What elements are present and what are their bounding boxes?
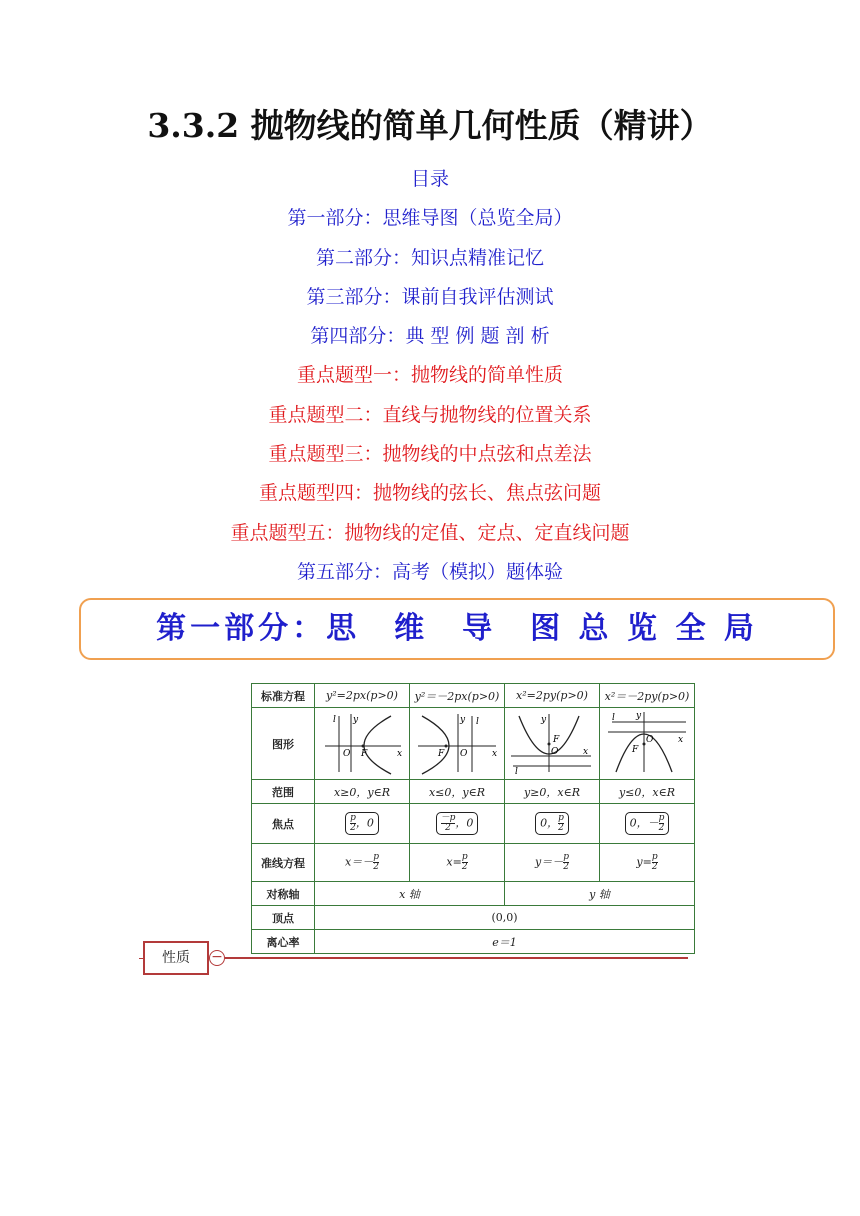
graph-label-l: l: [333, 715, 336, 725]
parabola-down-graph: [602, 708, 692, 776]
collapse-toggle-icon[interactable]: −: [209, 950, 225, 966]
toc-type3[interactable]: 重点题型三：抛物线的中点弦和点差法: [268, 443, 592, 466]
row-label-focus: 焦点: [252, 804, 315, 844]
toc-type5[interactable]: 重点题型五：抛物线的定值、定点、定直线问题: [230, 521, 630, 544]
focus-cell: $\frac{p}{2}$ ，0: [315, 804, 410, 844]
graph-label-f: F: [632, 745, 639, 755]
range-cell: x≤0，y∈R: [410, 780, 505, 804]
page-title: 3.3.2 抛物线的简单几何性质（精讲）: [147, 106, 713, 145]
eccentricity-cell: e＝1: [315, 930, 695, 954]
graph-label-f: F: [438, 749, 445, 759]
graph-cell: [410, 708, 505, 780]
vertex-cell: (0,0): [315, 906, 695, 930]
graph-label-f: F: [361, 749, 368, 759]
row-label-range: 范围: [252, 780, 315, 804]
equation-cell: y²=2px(p>0): [315, 684, 410, 708]
toc-part5[interactable]: 第五部分：高考（模拟）题体验: [296, 560, 563, 583]
toc-type4[interactable]: 重点题型四：抛物线的弦长、焦点弦问题: [258, 482, 601, 505]
graph-label-l: l: [476, 717, 479, 727]
range-cell: x≥0，y∈R: [315, 780, 410, 804]
equation-cell: y²＝－2px(p>0): [410, 684, 505, 708]
parabola-right-graph: [317, 708, 407, 776]
mindmap-connector-line: [225, 957, 688, 959]
directrix-cell: y= $\frac{p}{2}$: [600, 844, 695, 882]
parabola-left-graph: [412, 708, 502, 776]
directrix-cell: y＝－ $\frac{p}{2}$: [505, 844, 600, 882]
graph-label-l: l: [515, 767, 518, 776]
graph-label-o: O: [551, 747, 559, 757]
graph-label-x: x: [397, 749, 403, 759]
graph-label-y: y: [636, 711, 642, 721]
row-label-equation: 标准方程: [252, 684, 315, 708]
graph-label-x: x: [492, 749, 498, 759]
focus-cell: 0，－ $\frac{p}{2}$: [600, 804, 695, 844]
toc-heading[interactable]: 目录: [410, 168, 449, 190]
graph-label-y: y: [353, 715, 359, 725]
range-cell: y≥0，x∈R: [505, 780, 600, 804]
graph-label-y: y: [541, 715, 547, 725]
toc-part1[interactable]: 第一部分：思维导图（总览全局）: [287, 207, 573, 230]
focus-cell: $\frac{-p}{2}$ ，0: [410, 804, 505, 844]
row-label-directrix: 准线方程: [252, 844, 315, 882]
graph-label-o: O: [343, 749, 351, 759]
graph-label-f: F: [553, 735, 560, 745]
axis-x-cell: x 轴: [315, 882, 505, 906]
axis-y-cell: y 轴: [505, 882, 695, 906]
table-of-contents: [0, 160, 860, 592]
directrix-cell: x＝－ $\frac{p}{2}$: [315, 844, 410, 882]
parabola-properties-table: [251, 683, 695, 954]
row-label-eccentricity: 离心率: [252, 930, 315, 954]
directrix-cell: x= $\frac{p}{2}$: [410, 844, 505, 882]
graph-label-o: O: [646, 735, 654, 745]
graph-label-x: x: [583, 747, 589, 757]
row-label-vertex: 顶点: [252, 906, 315, 930]
row-label-graph: 图形: [252, 708, 315, 780]
toc-part2[interactable]: 第二部分：知识点精准记忆: [315, 246, 544, 269]
row-label-axis: 对称轴: [252, 882, 315, 906]
graph-label-o: O: [460, 749, 468, 759]
graph-label-y: y: [460, 715, 466, 725]
graph-cell: [315, 708, 410, 780]
graph-cell: [600, 708, 695, 780]
section-banner: 第一部分：思 维 导 图 总 览 全 局: [79, 598, 835, 660]
graph-cell: [505, 708, 600, 780]
graph-label-x: x: [678, 735, 684, 745]
equation-cell: x²＝－2py(p>0): [600, 684, 695, 708]
equation-cell: x²=2py(p>0): [505, 684, 600, 708]
mindmap-node-properties[interactable]: 性质: [143, 941, 209, 975]
parabola-up-graph: [507, 708, 597, 776]
focus-cell: 0， $\frac{p}{2}$: [505, 804, 600, 844]
toc-part4[interactable]: 第四部分：典 型 例 题 剖 析: [310, 325, 550, 348]
toc-type2[interactable]: 重点题型二：直线与抛物线的位置关系: [268, 403, 592, 426]
graph-label-l: l: [612, 713, 615, 723]
range-cell: y≤0，x∈R: [600, 780, 695, 804]
toc-part3[interactable]: 第三部分：课前自我评估测试: [306, 285, 554, 308]
toc-type1[interactable]: 重点题型一：抛物线的简单性质: [296, 364, 563, 387]
